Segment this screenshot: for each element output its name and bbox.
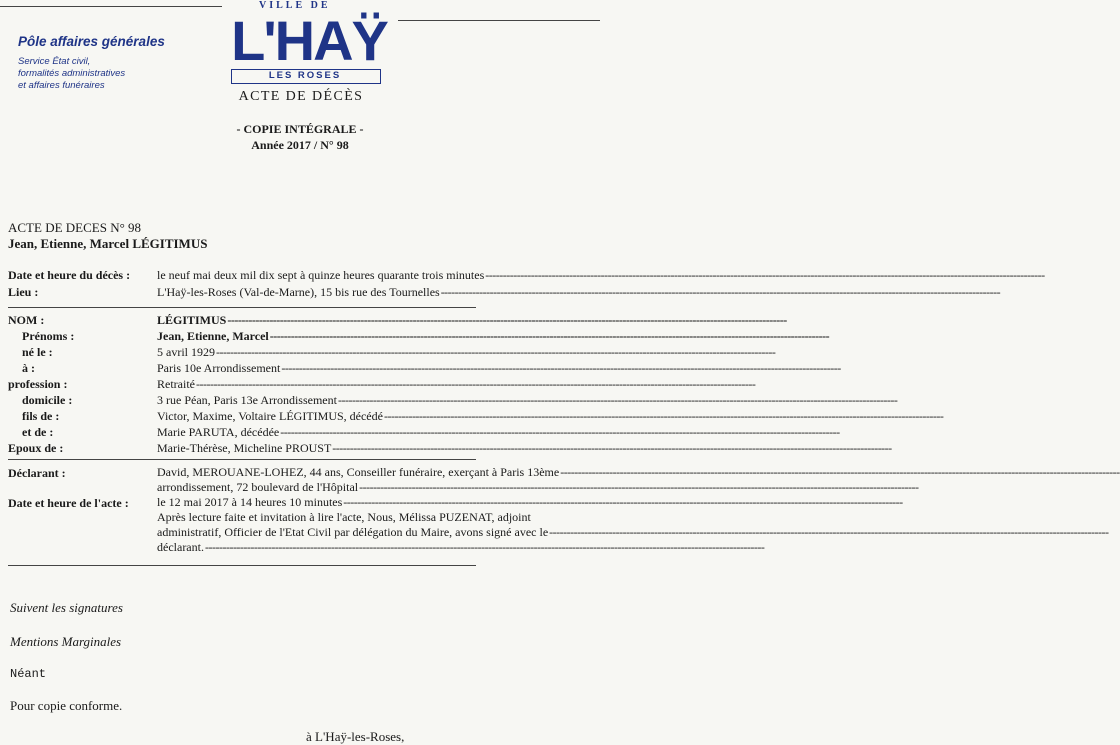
identity-label: fils de : xyxy=(22,409,60,423)
department-title: Pôle affaires générales xyxy=(18,34,165,49)
declarant-label: Déclarant : xyxy=(8,466,66,480)
section-rule xyxy=(8,565,476,566)
city-logo xyxy=(231,6,387,72)
department-line: et affaires funéraires xyxy=(18,80,105,91)
logo-les-roses: LES ROSES xyxy=(268,70,342,81)
death-date-label: Date et heure du décès : xyxy=(8,268,131,282)
death-place-value: L'Haÿ-les-Roses (Val-de-Marne), 15 bis rue des Tournelles ----- xyxy=(157,285,477,300)
death-place-label: Lieu : xyxy=(8,285,39,299)
mentions-value: Néant xyxy=(10,667,47,681)
identity-value: 5 avril 1929 ----- xyxy=(157,345,590,360)
mentions-heading: Mentions Marginales xyxy=(10,634,122,649)
identity-value: Paris 10e Arrondissement ----- xyxy=(157,361,590,376)
identity-value: Marie-Thérèse, Micheline PROUST ----- xyxy=(157,441,590,456)
identity-label: à : xyxy=(22,361,35,375)
declarant-value: David, MEROUANE-LOHEZ, 44 ans, Conseiller funéraire, exerçant à Paris 13ème ----- xyxy=(157,465,597,480)
year-number: Année 2017 / N° 98 xyxy=(251,138,349,152)
closing-line: déclarant. ----- xyxy=(157,540,597,555)
acte-date-label: Date et heure de l'acte : xyxy=(8,496,129,510)
closing-line: Après lecture faite et invitation à lire l'acte, Nous, Mélissa PUZENAT, adjoint xyxy=(157,510,531,524)
header-rule-left xyxy=(0,6,222,7)
section-rule xyxy=(8,307,476,308)
copie-conforme: Pour copie conforme. xyxy=(10,698,123,713)
identity-label: NOM : xyxy=(8,313,45,327)
acte-name: Jean, Etienne, Marcel LÉGITIMUS xyxy=(8,236,208,251)
acte-title: ACTE DE DECES N° 98 xyxy=(8,220,142,235)
header-rule-right xyxy=(398,20,600,21)
identity-value: Retraité ----- xyxy=(157,377,590,392)
copy-label: - COPIE INTÉGRALE - xyxy=(236,122,364,136)
section-rule xyxy=(8,459,476,460)
logo-city-name: L'HAŸ xyxy=(231,9,387,72)
identity-label: Epoux de : xyxy=(8,441,64,455)
department-line: Service État civil, xyxy=(18,56,91,67)
identity-value: LÉGITIMUS ----- xyxy=(157,313,590,328)
identity-value: Jean, Etienne, Marcel ----- xyxy=(157,329,590,344)
identity-label: Prénoms : xyxy=(22,329,75,343)
identity-label: domicile : xyxy=(22,393,73,407)
identity-label: et de : xyxy=(22,425,54,439)
acte-date-value: le 12 mai 2017 à 14 heures 10 minutes ----- xyxy=(157,495,590,510)
document-kind: ACTE DE DÉCÈS xyxy=(238,89,364,104)
department-line: formalités administratives xyxy=(18,68,126,79)
identity-label: né le : xyxy=(22,345,53,359)
identity-value: Victor, Maxime, Voltaire LÉGITIMUS, décédé ----- xyxy=(157,409,590,424)
declarant-value: arrondissement, 72 boulevard de l'Hôpital ----- xyxy=(157,480,590,495)
identity-value: 3 rue Péan, Paris 13e Arrondissement ----- xyxy=(157,393,590,408)
signatures-text: Suivent les signatures xyxy=(10,600,123,615)
identity-label: profession : xyxy=(8,377,68,391)
identity-value: Marie PARUTA, décédée ----- xyxy=(157,425,590,440)
death-date-value: le neuf mai deux mil dix sept à quinze heures quarante trois minutes ----- xyxy=(157,268,597,283)
place-text: à L'Haÿ-les-Roses, xyxy=(306,729,405,744)
logo-ville-de: VILLE DE xyxy=(259,0,331,11)
closing-line: administratif, Officier de l'Etat Civil par délégation du Maire, avons signé avec le ----- xyxy=(157,525,597,540)
